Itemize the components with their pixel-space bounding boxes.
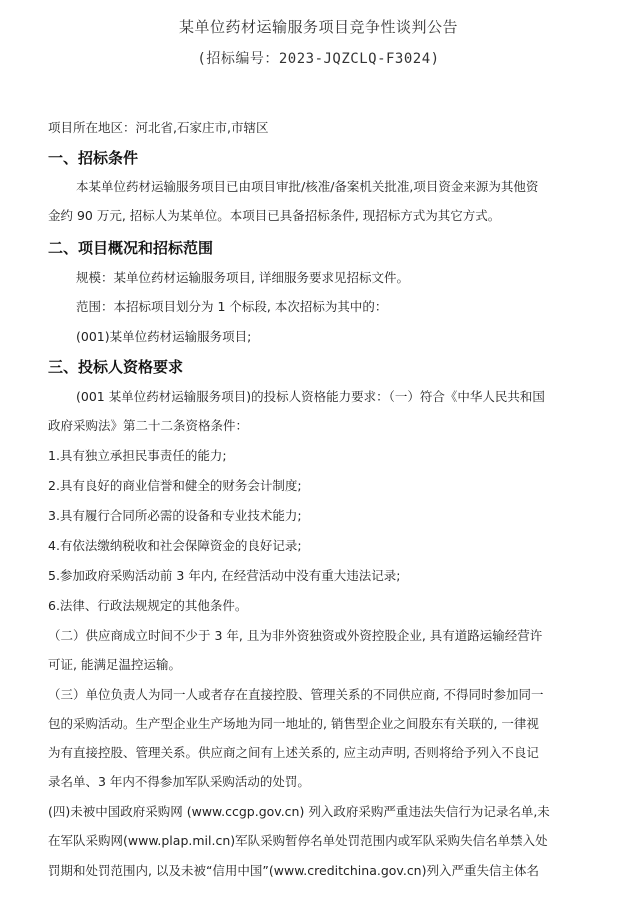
list-item: 6.法律、行政法规规定的其他条件。 — [48, 598, 248, 613]
paragraph-line: (001)某单位药材运输服务项目; — [76, 329, 252, 344]
paragraph-line: 录名单、3 年内不得参加军队采购活动的处罚。 — [48, 774, 310, 789]
paragraph-line: 金约 90 万元, 招标人为某单位。本项目已具备招标条件, 现招标方式为其它方式。 — [48, 208, 501, 223]
paragraph-line: 政府采购法》第二十二条资格条件： — [48, 418, 249, 433]
paragraph-line: 规模：某单位药材运输服务项目, 详细服务要求见招标文件。 — [76, 270, 409, 285]
paragraph-line: 范围：本招标项目划分为 1 个标段, 本次招标为其中的： — [76, 299, 388, 314]
section-heading-qualifications: 三、投标人资格要求 — [48, 358, 184, 376]
list-item: 5.参加政府采购活动前 3 年内, 在经营活动中没有重大违法记录; — [48, 568, 401, 583]
paragraph-line: （二）供应商成立时间不少于 3 年, 且为非外资独资或外资控股企业, 具有道路运输经营许 — [48, 628, 543, 643]
paragraph-line: 包的采购活动。生产型企业生产场地为同一地址的, 销售型企业之间股东有关联的, 一律视 — [48, 716, 539, 731]
paragraph-line: (001 某单位药材运输服务项目)的投标人资格能力要求：（一）符合《中华人民共和国 — [76, 389, 545, 404]
paragraph-line: (四)未被中国政府采购网 (www.ccgp.gov.cn) 列入政府采购严重违法失信行为记录名单,未 — [48, 804, 550, 819]
list-item: 3.具有履行合同所必需的设备和专业技术能力; — [48, 508, 302, 523]
paragraph-line: 本某单位药材运输服务项目已由项目审批/核准/备案机关批准,项目资金来源为其他资 — [76, 179, 539, 194]
paragraph-line: 为有直接控股、管理关系。供应商之间有上述关系的, 应主动声明, 否则将给予列入不良记 — [48, 745, 539, 760]
paragraph-line: （三）单位负责人为同一人或者存在直接控股、管理关系的不同供应商, 不得同时参加同一 — [48, 687, 544, 702]
paragraph-line: 罚期和处罚范围内, 以及未被“信用中国”(www.creditchina.gov.cn)列入严重失信主体名 — [48, 863, 539, 878]
list-item: 2.具有良好的商业信誉和健全的财务会计制度; — [48, 478, 302, 493]
list-item: 4.有依法缴纳税收和社会保障资金的良好记录; — [48, 538, 302, 553]
document-title: 某单位药材运输服务项目竞争性谈判公告 — [178, 18, 458, 36]
section-heading-overview: 二、项目概况和招标范围 — [48, 239, 214, 257]
list-item: 1.具有独立承担民事责任的能力; — [48, 448, 227, 463]
section-heading-conditions: 一、招标条件 — [48, 149, 139, 167]
paragraph-line: 可证, 能满足温控运输。 — [48, 657, 181, 672]
bid-number: (招标编号：2023-JQZCLQ-F3024) — [197, 51, 440, 67]
paragraph-line: 在军队采购网(www.plap.mil.cn)军队采购暂停名单处罚范围内或军队采购失信名单禁入处 — [48, 833, 548, 848]
project-region: 项目所在地区：河北省,石家庄市,市辖区 — [48, 120, 269, 135]
